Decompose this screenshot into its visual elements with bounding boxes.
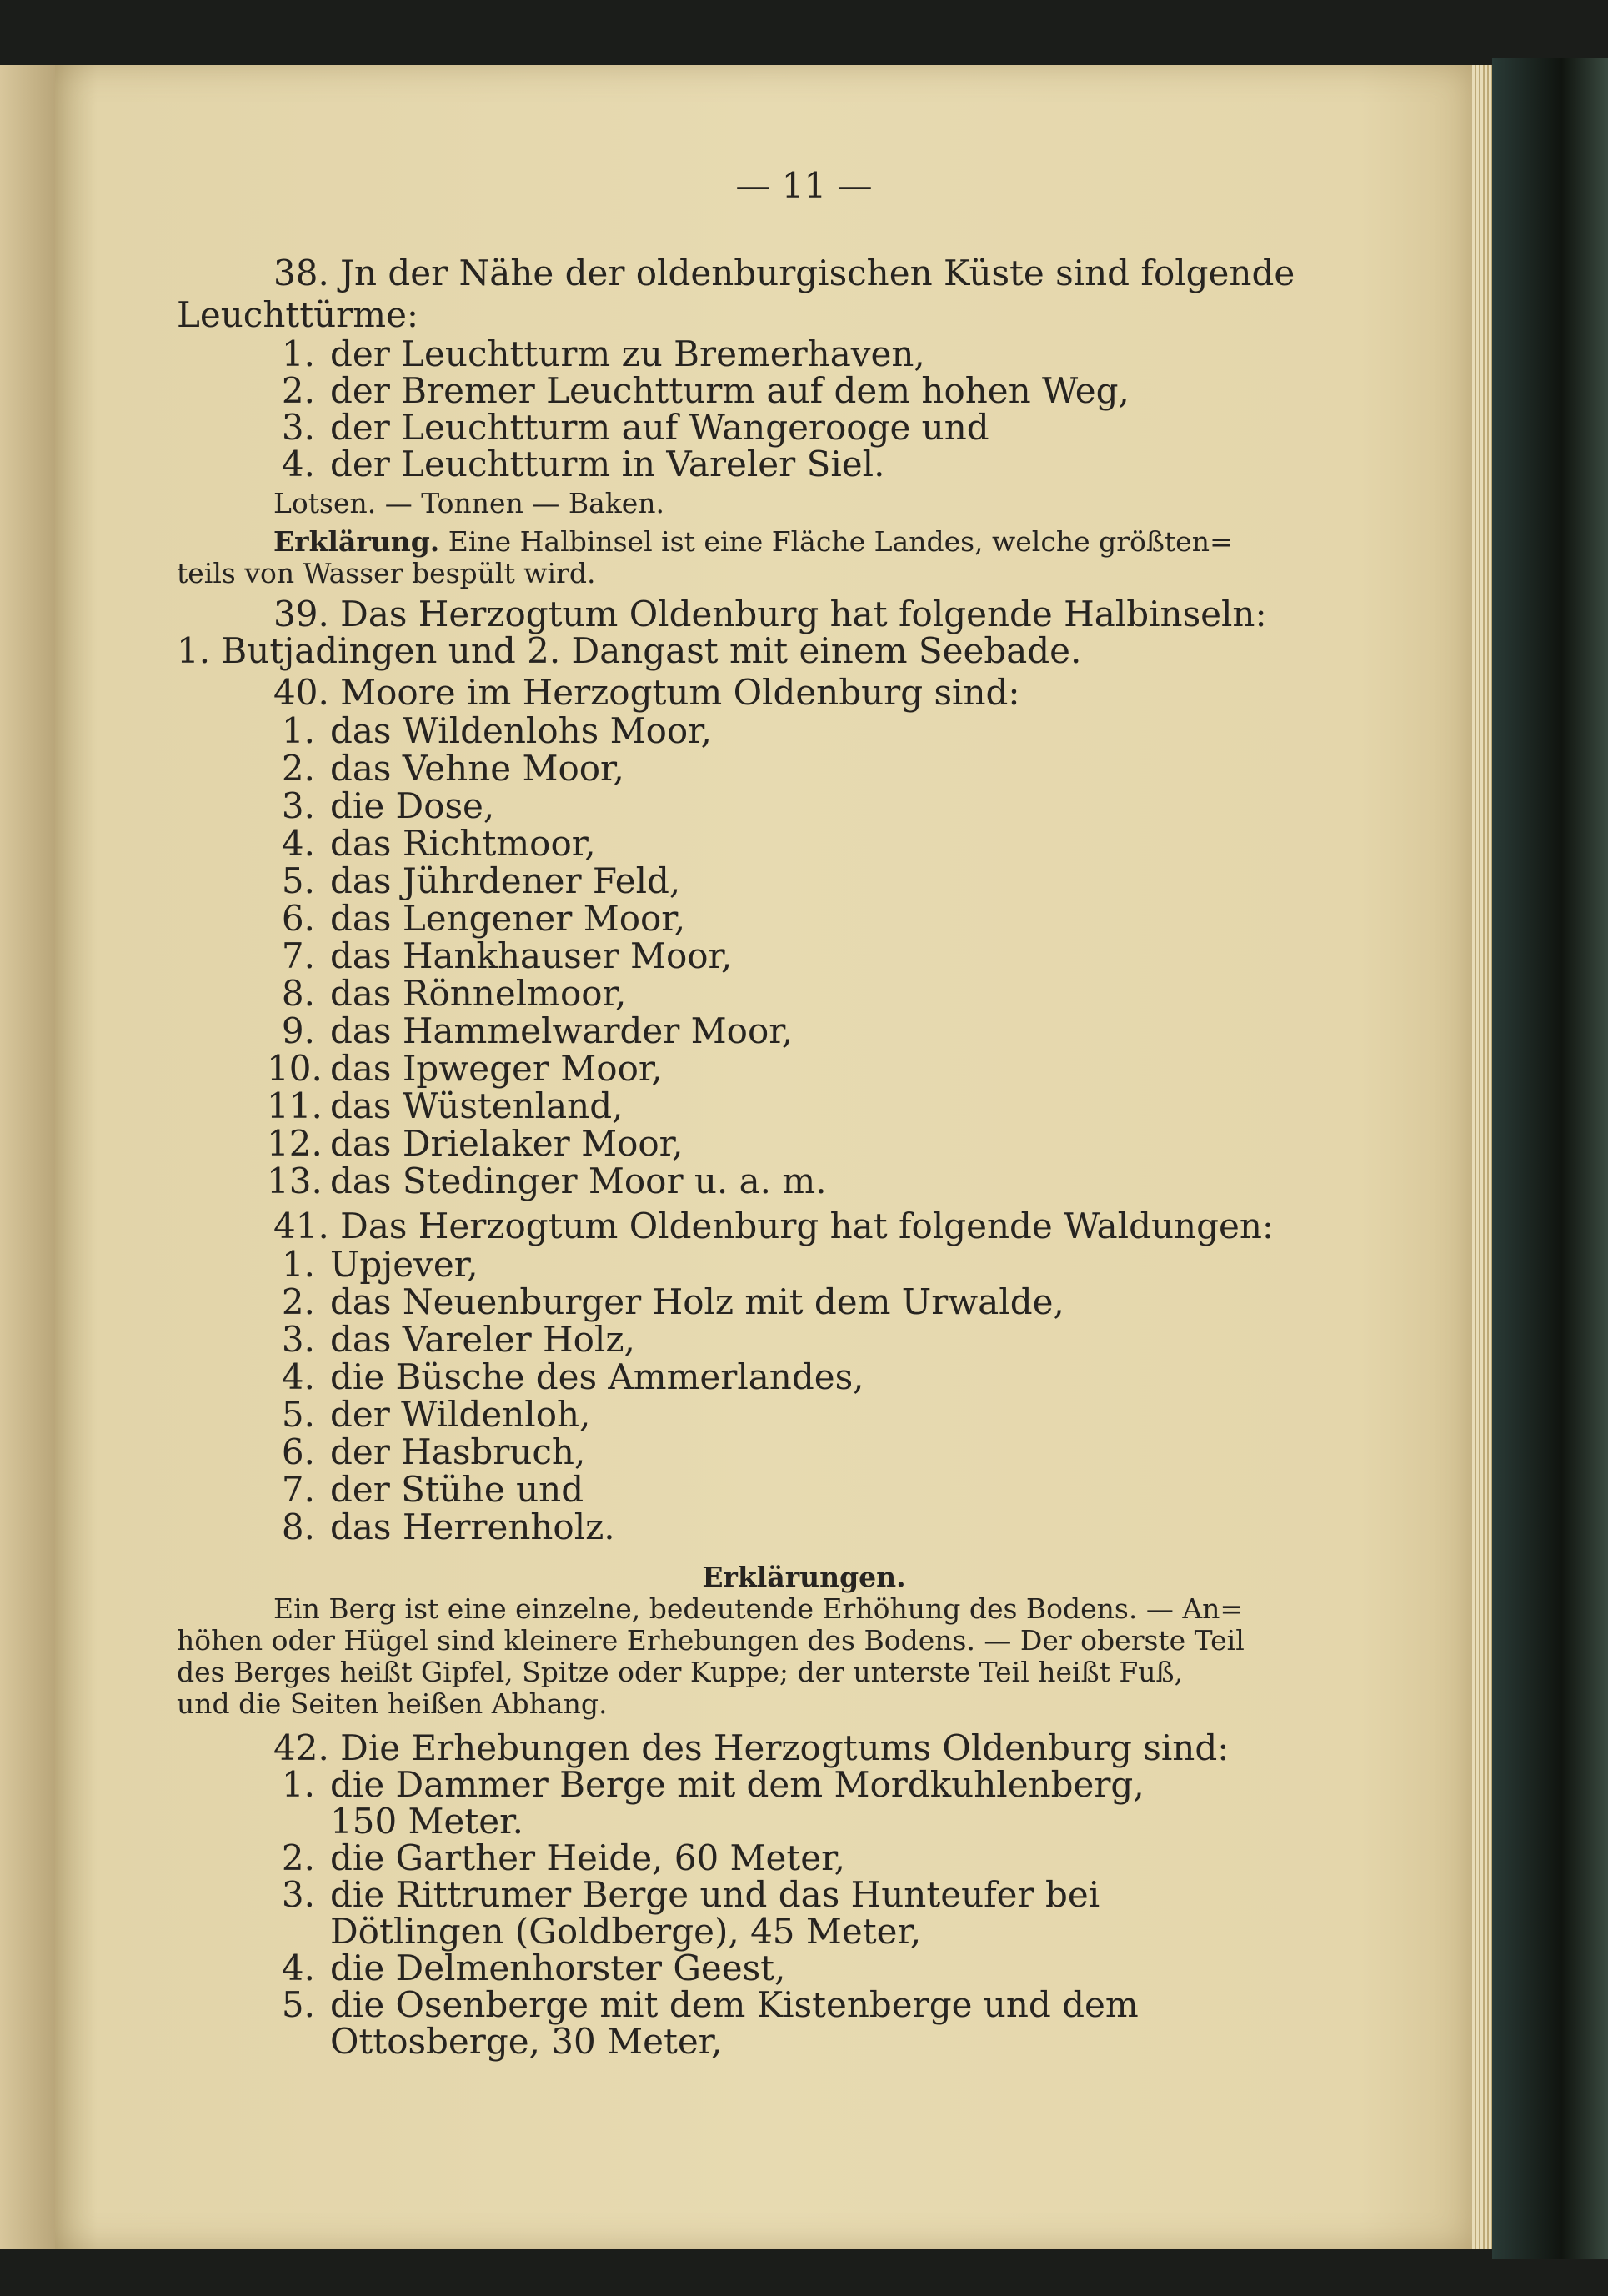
list-item: 1. die Dammer Berge mit dem Mordkuhlenberg, [281,1764,1145,1805]
section-40-intro: 40. Moore im Herzogtum Oldenburg sind: [273,672,1020,713]
explanations-line: höhen oder Hügel sind kleinere Erhebungen des Bodens. — Der oberste Teil [177,1624,1245,1657]
list-item: 2. das Neuenburger Holz mit dem Urwalde, [281,1281,1064,1322]
section-38-intro: 38. Jn der Nähe der oldenburgischen Küste sind folgende [273,253,1295,293]
section-39-line2: 1. Butjadingen und 2. Dangast mit einem Seebade. [177,630,1082,671]
section-38-extra: Lotsen. — Tonnen — Baken. [273,487,665,519]
list-item: 7. das Hankhauser Moor, [281,935,733,976]
explanations-heading: Erklärungen. [702,1561,906,1593]
list-item: 5. der Wildenloh, [281,1394,591,1435]
list-item: 2. das Vehne Moor, [281,748,624,789]
list-item: 3. das Vareler Holz, [281,1319,635,1360]
list-item: 4. das Richtmoor, [281,823,596,864]
list-item: 3. die Dose, [281,785,495,826]
list-item: 11. das Wüstenland, [267,1085,624,1126]
list-item: 2. der Bremer Leuchtturm auf dem hohen Weg, [281,370,1130,411]
list-item-cont: Ottosberge, 30 Meter, [330,2021,723,2062]
page-number: — 11 — [735,165,873,206]
section-39-line1: 39. Das Herzogtum Oldenburg hat folgende Halbinseln: [273,594,1267,634]
list-item: 7. der Stühe und [281,1469,584,1510]
list-item: 1. Upjever, [281,1244,478,1285]
list-item: 5. die Osenberge mit dem Kistenberge und dem [281,1984,1139,2025]
list-item: 4. die Büsche des Ammerlandes, [281,1356,864,1397]
list-item: 13. das Stedinger Moor u. a. m. [267,1161,827,1201]
list-item: 10. das Ipweger Moor, [267,1048,663,1089]
section-42-intro: 42. Die Erhebungen des Herzogtums Oldenburg sind: [273,1727,1230,1768]
list-item: 8. das Rönnelmoor, [281,973,627,1014]
list-item: 5. das Jührdener Feld, [281,860,681,901]
list-item: 6. der Hasbruch, [281,1431,586,1472]
list-item: 3. der Leuchtturm auf Wangerooge und [281,407,989,448]
list-item: 1. das Wildenlohs Moor, [281,710,712,751]
list-item: 9. das Hammelwarder Moor, [281,1010,794,1051]
list-item: 2. die Garther Heide, 60 Meter, [281,1837,845,1878]
list-item: 8. das Herrenholz. [281,1506,615,1547]
list-item: 4. der Leuchtturm in Vareler Siel. [281,444,885,484]
explanations-line: und die Seiten heißen Abhang. [177,1687,608,1720]
list-item: 3. die Rittrumer Berge und das Hunteufer bei [281,1874,1100,1915]
section-41-intro: 41. Das Herzogtum Oldenburg hat folgende Waldungen: [273,1206,1275,1246]
explanation-1-line1: Erklärung. Eine Halbinsel ist eine Fläche Landes, welche größten= [273,525,1233,558]
list-item: 4. die Delmenhorster Geest, [281,1948,786,1988]
list-item: 6. das Lengener Moor, [281,898,686,939]
explanations-line: Ein Berg ist eine einzelne, bedeutende Erhöhung des Bodens. — An= [273,1592,1244,1625]
list-item: 1. der Leuchtturm zu Bremerhaven, [281,333,925,374]
explanations-line: des Berges heißt Gipfel, Spitze oder Kuppe; der unterste Teil heißt Fuß, [177,1656,1184,1688]
list-item: 12. das Drielaker Moor, [267,1123,684,1164]
list-item-cont: 150 Meter. [330,1801,523,1842]
explanation-1-line2: teils von Wasser bespült wird. [177,557,596,589]
list-item-cont: Dötlingen (Goldberge), 45 Meter, [330,1911,922,1952]
section-38-intro-cont: Leuchttürme: [177,294,419,335]
